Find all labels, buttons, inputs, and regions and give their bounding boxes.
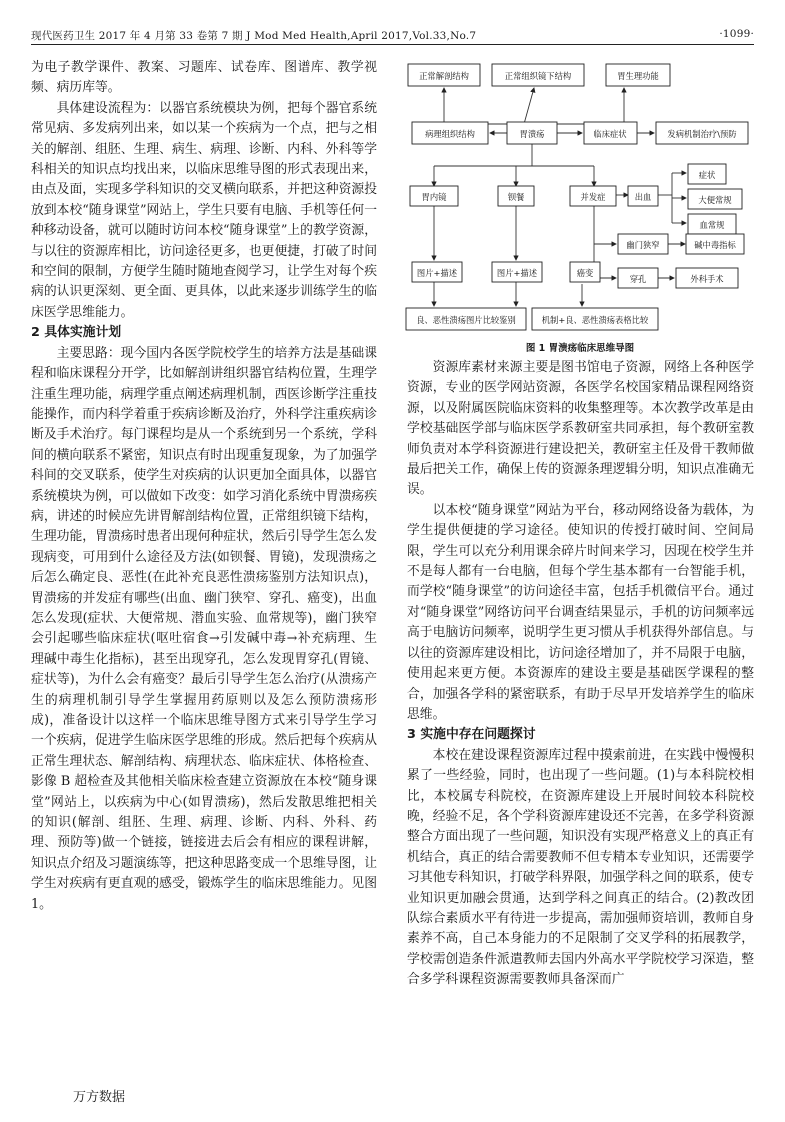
svg-text:大便常规: 大便常规 [698, 195, 732, 205]
figure-caption: 图 1 胃溃疡临床思维导图 [525, 343, 635, 354]
left-column [31, 58, 377, 915]
section-heading: 3 实施中存在问题探讨 [407, 727, 536, 743]
watermark-text: 万方数据 [73, 1090, 126, 1105]
svg-text:发病机制治疗\预防: 发病机制治疗\预防 [667, 129, 737, 139]
section-heading: 2 具体实施计划 [31, 325, 122, 341]
node-images-2 [492, 262, 542, 282]
paragraph: 具体建设流程为：以器官系统模块为例，把每个器官系统常见病、多发病列出来，如以某一个疾病为一个点，把与之相关的解剖、组胚、生理、病生、病理、诊断、内科、外科等学科相关的知识点均找出来，以临床思维导图的形式表现出来，由点及面，实现多学科知识的交叉横向联系，并把这种资源投放到本校“随身课堂”网站上，学生只要有电脑、手机等任何一种移动设备，就可以随时访问本校“随身课堂”上的教学资源，与以往的资源库相比，访问途径更多，也更便捷，打破了时间和空间的限制，方便学生随时随地查阅学习，让学生对每个疾病的认识更深刻、更全面、更具体，以此来逐步训练学生的临床医学思维能力。 [31, 100, 377, 320]
node-mechanism-table [532, 308, 658, 330]
mind-map-diagram [404, 58, 756, 338]
node-gastric-ulcer [507, 122, 557, 144]
node-images-1 [412, 262, 462, 282]
node-perforation [618, 268, 658, 288]
node-benign-malignant-images [406, 308, 526, 330]
svg-text:图片+描述: 图片+描述 [416, 268, 458, 278]
svg-text:病理组织结构: 病理组织结构 [425, 129, 475, 139]
svg-text:出血: 出血 [634, 192, 652, 202]
node-symptoms [688, 164, 726, 184]
svg-text:图片+描述: 图片+描述 [496, 268, 538, 278]
paragraph: 以本校“随身课堂”网站为平台，移动网络设备为载体，为学生提供便捷的学习途径。使知识的传授打破时间、空间局限，学生可以充分利用课余碎片时间来学习，因现在校学生并不是每人都有一台电脑，但每个学生基本都有一台智能手机，而学校“随身课堂”的访问途径丰富，包括手机微信平台。通过对“随身课堂”网络访问平台调查结果显示，手机的访问频率远高于电脑访问频率，说明学生更习惯从手机获得外部信息。与以往的资源库建设相比，访问途径增加了，并不局限于电脑，使用起来更方便。本资源库的建设主要是基础医学课程的整合，加强各学科的紧密联系，有助于尽早开发培养学生的临床思维。 [407, 502, 754, 722]
node-clinical-symptoms [584, 122, 637, 144]
paragraph: 为电子教学课件、教案、习题库、试卷库、图谱库、教学视频、病历库等。 [31, 60, 377, 96]
svg-text:正常解剖结构: 正常解剖结构 [419, 71, 469, 81]
svg-text:胃溃疡: 胃溃疡 [519, 129, 545, 139]
svg-text:幽门狭窄: 幽门狭窄 [626, 240, 660, 250]
node-stool-routine [688, 189, 742, 209]
svg-text:胃内镜: 胃内镜 [421, 192, 447, 202]
paragraph: 主要思路：现今国内各医学院校学生的培养方法是基础课程和临床课程分开学，比如解剖讲组织器官结构位置，生理学注重生理功能，病理学重点阐述病理机制，西医诊断学注重技能操作，而内科学着重于疾病诊断及治疗，外科学注重疾病诊断及手术治疗。每门课程均是从一个系统到另一个系统，学科间的横向联系不紧密，知识点有时出现重复现象，为了加强学科间的交叉联系，使学生对疾病的认识更加全面具体，以器官系统模块为例，可以做如下改变：如学习消化系统中胃溃疡疾病，讲述的时候应先讲胃解剖结构位置，正常组织镜下结构，生理功能，胃溃疡时患者出现何种症状，然后引导学生怎么发现病变，可用到什么途径及方法(如钡餐、胃镜)，发现溃疡之后怎么确定良、恶性(在此补充良恶性溃疡鉴别方法知识点)，胃溃疡的并发症有哪些(出血、幽门狭窄、穿孔、癌变)，出血怎么发现(症状、大便常规、潜血实验、血常规等)，幽门狭窄会引起哪些临床症状(呕吐宿食→引发碱中毒→补充病理、生理碱中毒生化指标)，甚至出现穿孔，怎么发现胃穿孔(胃镜、症状等)，为什么会有癌变？最后引导学生怎么治疗(从溃疡产生的病理机制引导学生掌握用药原则以及怎么预防溃疡形成)，准备设计以这样一个临床思维导图方式来引导学生学习一个疾病，促进学生临床医学思维的形成。然后把每个疾病从正常生理状态、解剖结构、病理状态、临床症状、体格检查、影像 B 超检查及其他相关临床检查建立资源放在本校“随身课堂”网站上，以疾病为中心(如胃溃疡)，然后发散思维把相关的知识(解剖、组胚、生理、病理、诊断、内科、外科、药理、预防等)做一个链接，链接进去后会有相应的课程讲解，知识点介绍及习题演练等，把这种思路变成一个思维导图，让学生对疾病有更直观的感受，锻炼学生的临床思维能力。见图 1。 [31, 345, 377, 912]
node-complications [570, 186, 616, 206]
right-column [407, 358, 754, 991]
svg-text:癌变: 癌变 [576, 268, 594, 278]
node-pyloric-stenosis [618, 234, 668, 254]
svg-text:症状: 症状 [698, 170, 716, 180]
svg-text:钡餐: 钡餐 [507, 192, 525, 202]
header-rule [31, 44, 754, 45]
svg-text:临床症状: 临床症状 [593, 129, 627, 139]
node-gastric-physiology [606, 64, 670, 86]
mind-map-figure [404, 58, 756, 355]
node-pathology-histology [412, 122, 488, 144]
node-blood-routine [688, 214, 736, 234]
node-alkalosis [686, 234, 744, 254]
node-pathogenesis [656, 122, 748, 144]
node-barium [498, 186, 534, 206]
node-gastroscope [410, 186, 458, 206]
node-surgery [676, 268, 738, 288]
node-normal-anatomy [408, 64, 480, 86]
svg-text:外科手术: 外科手术 [690, 274, 724, 284]
svg-text:胃生理功能: 胃生理功能 [617, 71, 659, 81]
node-cancer [570, 262, 600, 282]
svg-text:并发症: 并发症 [580, 192, 606, 202]
svg-text:良、恶性溃疡图片比较鉴别: 良、恶性溃疡图片比较鉴别 [416, 315, 516, 325]
svg-text:碱中毒指标: 碱中毒指标 [694, 240, 736, 250]
node-normal-histology [492, 64, 584, 86]
svg-text:机制+良、恶性溃疡表格比较: 机制+良、恶性溃疡表格比较 [541, 315, 649, 325]
node-bleeding [628, 186, 658, 206]
page-number: ·1099· [719, 28, 754, 40]
svg-text:血常规: 血常规 [699, 220, 725, 230]
journal-citation: 现代医药卫生 2017 年 4 月第 33 卷第 7 期 J Mod Med Health,April 2017,Vol.33,No.7 [31, 30, 477, 42]
paragraph: 资源库素材来源主要是图书馆电子资源，网络上各种医学资源，专业的医学网站资源，各医学名校国家精品课程网络资源，以及附属医院临床资料的收集整理等。本次教学改革是由学校基础医学部与临床医学系教研室共同承担，每个教研室教师负责对本学科资源进行建设把关，教研室主任及骨干教师做最后把关工作，确保上传的资源条理逻辑分明，知识点准确无误。 [407, 360, 754, 498]
paragraph: 本校在建设课程资源库过程中摸索前进，在实践中慢慢积累了一些经验，同时，也出现了一些问题。(1)与本科院校相比，本校属专科院校，在资源库建设上开展时间较本科院校晚，经验不足，各个学科资源库建设还不完善，在多学科资源整合方面出现了一些问题，知识没有实现严格意义上的真正有机结合，真正的结合需要教师不但专精本专业知识，还需要学习其他专科知识，打破学科界限，加强学科之间的联系，使专业知识更加融会贯通，达到学科之间真正的结合。(2)教改团队综合素质水平有待进一步提高，需加强师资培训，教师自身素养不高，自己本身能力的不足限制了交叉学科的拓展教学，学校需创造条件派遣教师去国内外高水平学院校学习深造，整合多学科课程资源需要教师具备深而广 [407, 747, 754, 988]
running-header [31, 26, 754, 44]
svg-text:正常组织镜下结构: 正常组织镜下结构 [504, 71, 572, 81]
svg-text:穿孔: 穿孔 [629, 274, 647, 284]
